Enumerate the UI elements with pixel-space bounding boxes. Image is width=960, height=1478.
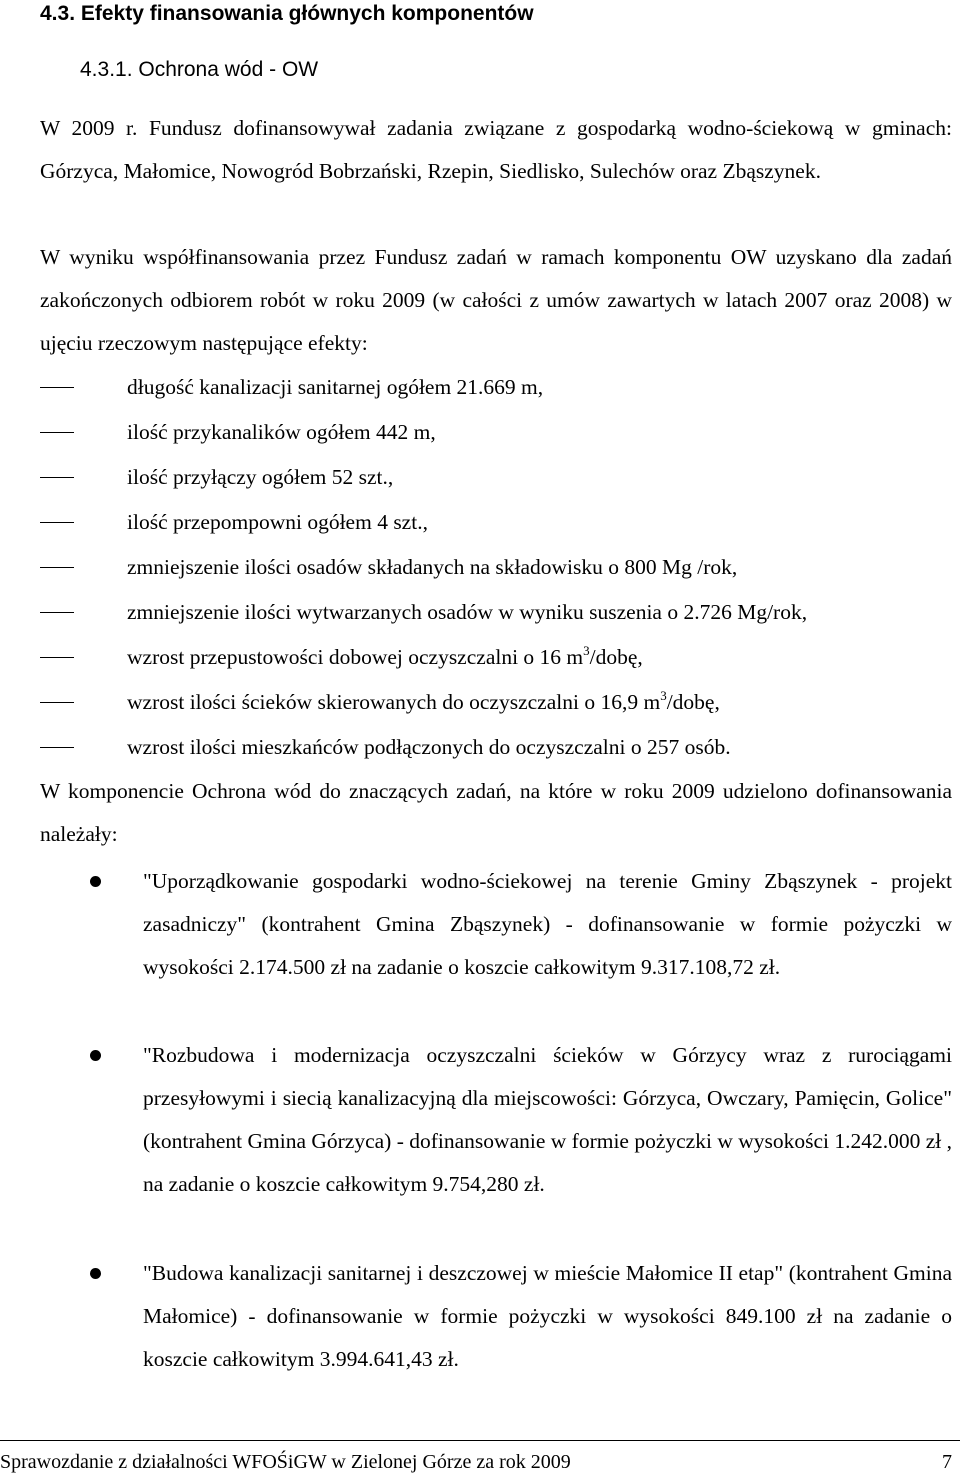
list-item: "Budowa kanalizacji sanitarnej i deszczowej w mieście Małomice II etap" (kontrahent Gmina Małomice) - dofinansowanie w formie pożyczki w wysokości 849.100 zł na zadanie o koszcie całkowitym 3.994.641,43 zł. [40, 1252, 952, 1382]
list-item: "Uporządkowanie gospodarki wodno-ściekowej na terenie Gminy Zbąszynek - projekt zasadniczy" (kontrahent Gmina Zbąszynek) - dofinansowanie w formie pożyczki w wysokości 2.174.500 zł na zadanie o koszcie całkowitym 9.317.108,72 zł. [40, 860, 952, 1032]
tasks-list [40, 860, 952, 1384]
list-item: zmniejszenie ilości wytwarzanych osadów w wyniku suszenia o 2.726 Mg/rok, [40, 590, 952, 635]
bullet-icon [90, 1050, 101, 1061]
subsection-heading: 4.3.1. Ochrona wód - OW [80, 58, 319, 81]
list-item: wzrost ilości ścieków skierowanych do oczyszczalni o 16,9 $m^3$/dobę, [40, 680, 952, 725]
bullet-icon [90, 876, 101, 887]
list-item: ilość przepompowni ogółem 4 szt., [40, 500, 952, 545]
list-item: ilość przyłączy ogółem 52 szt., [40, 455, 952, 500]
footer-divider [0, 1440, 960, 1441]
dash-marker [40, 522, 74, 523]
page-number: 7 [942, 1451, 952, 1473]
list-item: "Rozbudowa i modernizacja oczyszczalni ścieków w Górzycy wraz z rurociągami przesyłowymi i siecią kanalizacyjną dla miejscowości: Górzyca, Owczary, Pamięcin, Golice" (kontrahent Gmina Górzyca) - dofinansowanie w formie pożyczki w wysokości 1.242.000 zł , na zadanie o koszcie całkowitym 9.754,280 zł. [40, 1034, 952, 1250]
dash-marker [40, 432, 74, 433]
dash-marker [40, 567, 74, 568]
list-item: wzrost przepustowości dobowej oczyszczalni o 16 $m^3$/dobę, [40, 635, 952, 680]
effects-list [40, 365, 952, 770]
tasks-intro-paragraph: W komponencie Ochrona wód do znaczących zadań, na które w roku 2009 udzielono dofinansowania należały: [40, 779, 952, 846]
list-item: wzrost ilości mieszkańców podłączonych do oczyszczalni o 257 osób. [40, 725, 952, 770]
dash-marker [40, 747, 74, 748]
dash-marker [40, 612, 74, 613]
dash-marker [40, 657, 74, 658]
list-item: długość kanalizacji sanitarnej ogółem 21.669 m, [40, 365, 952, 410]
list-item: ilość przykanalików ogółem 442 m, [40, 410, 952, 455]
effects-intro-paragraph: W wyniku współfinansowania przez Fundusz zadań w ramach komponentu OW uzyskano dla zadań zakończonych odbiorem robót w roku 2009 (w całości z umów zawartych w latach 2007 oraz 2008) w ujęciu rzeczowym następujące efekty: [40, 245, 952, 355]
list-item: zmniejszenie ilości osadów składanych na składowisku o 800 Mg /rok, [40, 545, 952, 590]
dash-marker [40, 387, 74, 388]
dash-marker [40, 702, 74, 703]
section-heading: 4.3. Efekty finansowania głównych komponentów [40, 2, 534, 25]
intro-paragraph: W 2009 r. Fundusz dofinansowywał zadania związane z gospodarką wodno-ściekową w gminach: Górzyca, Małomice, Nowogród Bobrzański, Rzepin, Siedlisko, Sulechów oraz Zbąszynek. [40, 116, 952, 183]
footer-text: Sprawozdanie z działalności WFOŚiGW w Zielonej Górze za rok 2009 [0, 1451, 571, 1473]
bullet-icon [90, 1268, 101, 1279]
dash-marker [40, 477, 74, 478]
